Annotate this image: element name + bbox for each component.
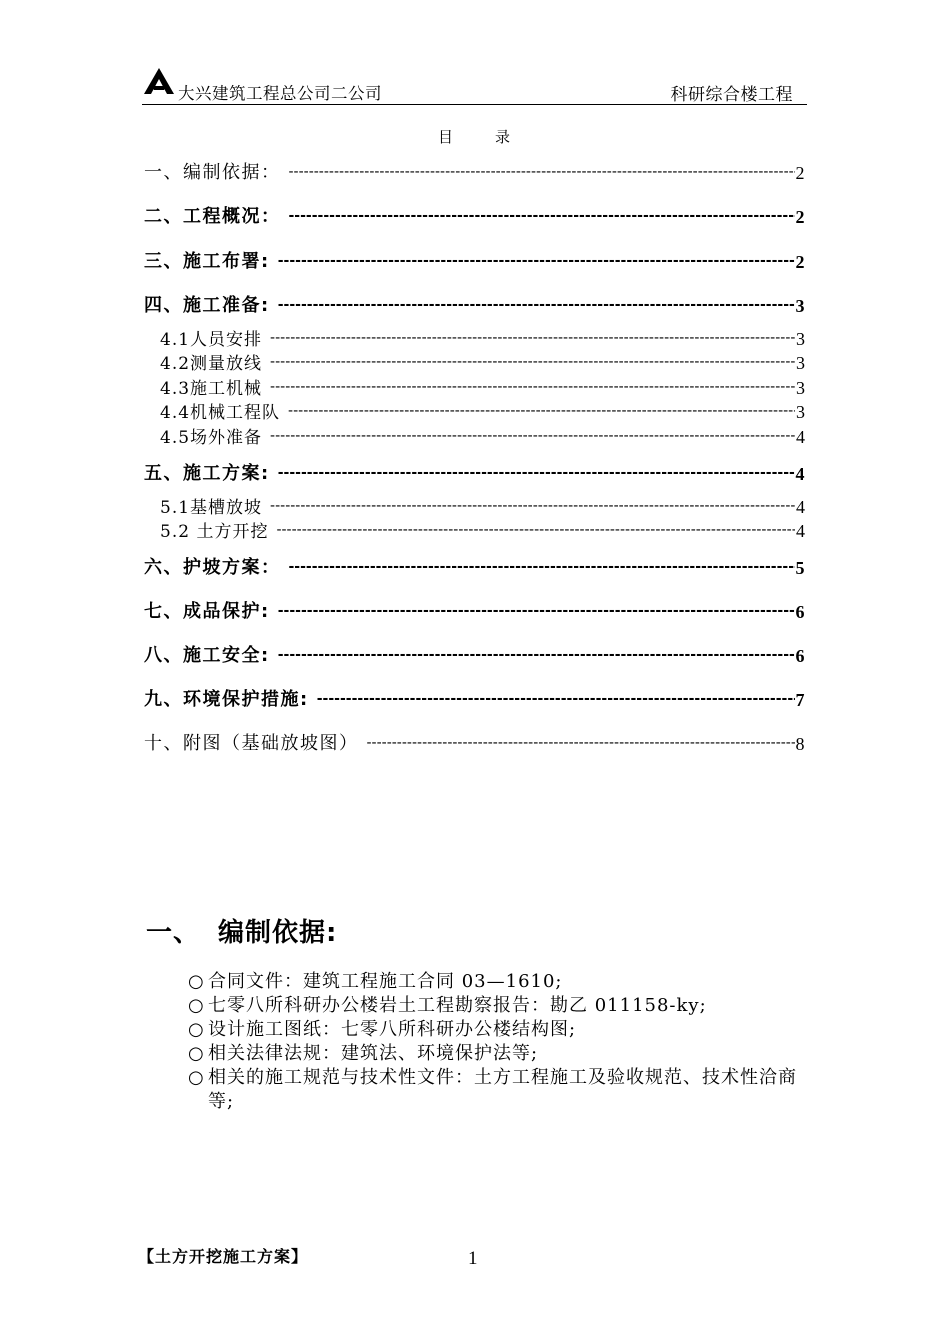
list-item: ○ 设计施工图纸：七零八所科研办公楼结构图;: [188, 1019, 577, 1040]
toc-leader: [278, 603, 795, 619]
circle-bullet-icon: ○: [188, 1043, 205, 1064]
toc-leader: [317, 691, 795, 707]
toc-leader: [278, 297, 795, 313]
circle-bullet-icon: ○: [188, 1067, 205, 1088]
project-name: 科研综合楼工程: [670, 85, 793, 105]
toc-entry[interactable]: 六、护坡方案： ----- 5: [144, 553, 806, 579]
footer-page-number: 1: [468, 1248, 478, 1269]
toc-leader: [288, 403, 795, 419]
toc-subentry[interactable]: 4.2测量放线 ----- 3: [160, 350, 806, 374]
page-header: [142, 66, 807, 105]
company-name: 大兴建筑工程总公司二公司: [178, 84, 382, 103]
toc-entry[interactable]: 二、工程概况： ----- 2: [144, 202, 806, 228]
circle-bullet-icon: ○: [188, 995, 205, 1016]
company-logo-icon: [142, 66, 176, 96]
toc-entry[interactable]: 十、附图（基础放坡图） ----- 8: [144, 729, 806, 755]
circle-bullet-icon: ○: [188, 971, 205, 992]
basis-list: [188, 970, 808, 1114]
toc-leader: [270, 428, 795, 444]
toc-subentry[interactable]: 4.4机械工程队 ----- 3: [160, 399, 806, 423]
toc-title: 目 录: [437, 128, 513, 146]
toc-leader: [289, 559, 795, 575]
toc-entry[interactable]: 五、施工方案: ----- 4: [144, 459, 806, 485]
toc-leader: [278, 465, 795, 481]
toc-leader: [276, 522, 795, 538]
footer-doc-title: 【土方开挖施工方案】: [138, 1247, 309, 1266]
list-item: ○ 相关法律法规：建筑法、环境保护法等;: [188, 1043, 539, 1064]
toc-leader: [278, 253, 795, 269]
list-item: ○ 合同文件：建筑工程施工合同 03—1610;: [188, 971, 563, 992]
list-item: ○ 七零八所科研办公楼岩土工程勘察报告：勘乙 011158-ky;: [188, 995, 707, 1016]
list-item: ○ 相关的施工规范与技术性文件：土方工程施工及验收规范、技术性洽商等;: [188, 1067, 797, 1112]
toc-entry[interactable]: 三、施工布署: ----- 2: [144, 247, 806, 273]
circle-bullet-icon: ○: [188, 1019, 205, 1040]
section-heading: 一、 编制依据:: [146, 918, 338, 948]
toc-leader: [270, 498, 795, 514]
toc-leader: [278, 647, 795, 663]
toc-leader: [270, 354, 795, 370]
toc-subentry[interactable]: 4.1人员安排 ----- 3: [160, 326, 806, 350]
toc-subentry[interactable]: 5.2 土方开挖 ----- 4: [160, 518, 806, 542]
toc-subentry[interactable]: 4.5场外准备 ----- 4: [160, 424, 806, 448]
toc-leader: [289, 164, 795, 180]
toc-entry[interactable]: 八、施工安全: ----- 6: [144, 641, 806, 667]
toc-leader: [270, 379, 795, 395]
toc-leader: [289, 208, 795, 224]
toc-entry[interactable]: 一、编制依据： ----- 2: [144, 158, 806, 184]
toc-subentry[interactable]: 4.3施工机械 ----- 3: [160, 375, 806, 399]
toc-leader: [270, 330, 795, 346]
toc-subentry[interactable]: 5.1基槽放坡 ----- 4: [160, 494, 806, 518]
toc-entry[interactable]: 四、施工准备: ----- 3: [144, 291, 806, 317]
toc-entry[interactable]: 七、成品保护: ----- 6: [144, 597, 806, 623]
toc-leader: [367, 735, 795, 751]
toc-entry[interactable]: 九、环境保护措施: ----- 7: [144, 685, 806, 711]
